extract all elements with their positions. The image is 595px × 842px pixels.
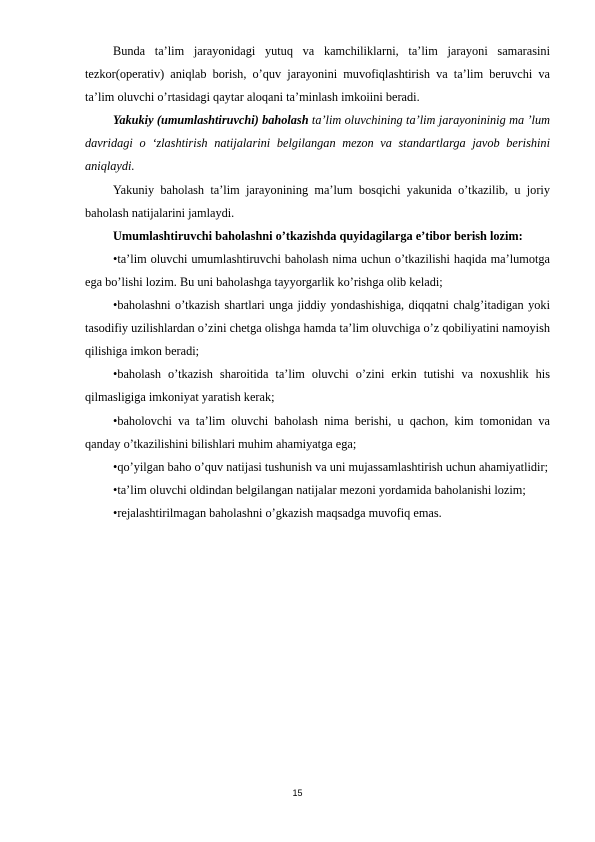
paragraph-heading-requirements: Umumlashtiruvchi baholashni o’tkazishda quyidagilarga e’tibor berish lozim:: [113, 228, 523, 243]
list-item-text: rejalashtirilmagan baholashni o’gkazish maqsadga muvofiq emas.: [117, 505, 442, 520]
bullet-icon: •: [113, 367, 118, 382]
bullet-icon: •: [113, 251, 118, 266]
document-body: [85, 40, 550, 525]
paragraph-definition: [85, 109, 550, 178]
list-item-text: baholash o’tkazish sharoitida ta’lim oluvchi o’zini erkin tutishi va noxushlik his qilmasligiga imkoniyat yaratish kerak;: [85, 367, 550, 405]
list-item-text: baholovchi va ta’lim oluvchi baholash nima berishi, u qachon, kim tomonidan va qanday o’tkazilishini bilishlari muhim ahamiyatga ega;: [85, 413, 550, 451]
list-item: [85, 248, 550, 294]
list-item-text: ta’lim oluvchi oldindan belgilangan natijalar mezoni yordamida baholanishi lozim;: [117, 482, 526, 497]
list-item-text: ta’lim oluvchi umumlashtiruvchi baholash nima uchun o’tkazilishi haqida ma’lumotga ega bo’lishi lozim. Bu uni baholashga tayyorgarlik ko’rishga olib keladi;: [85, 251, 550, 289]
bullet-icon: •: [113, 298, 118, 313]
bullet-icon: •: [113, 459, 118, 474]
paragraph-final-assessment: Yakuniy baholash ta’lim jarayonining ma’lum bosqichi yakunida o’tkazilib, u joriy baholash natijalarini jamlaydi.: [85, 182, 550, 220]
term-final-assessment: Yakukiy (umumlashtiruvchi) baholash: [113, 113, 309, 128]
list-item: [85, 363, 550, 409]
list-item: [85, 502, 550, 525]
list-item-text: qo’yilgan baho o’quv natijasi tushunish va uni mujassamlashtirish uchun ahamiyatlidir;: [117, 459, 548, 474]
list-item: [85, 456, 550, 479]
list-item: [85, 294, 550, 363]
page-number: 15: [292, 788, 303, 798]
paragraph-intro: Bunda ta’lim jarayonidagi yutuq va kamchiliklarni, ta’lim jarayoni samarasini tezkor(operativ) aniqlab borish, o’quv jarayonini muvofiqlashtirish va ta’lim beruvchi va ta’lim oluvchi o’rtasidagi qaytar aloqani ta’minlash imkoiini beradi.: [85, 44, 550, 105]
list-item: [85, 479, 550, 502]
bullet-icon: •: [113, 482, 118, 497]
list-item: [85, 410, 550, 456]
bullet-icon: •: [113, 505, 118, 520]
definition-text: ta’lim oluvchining ta’lim jarayonininig ma ’lum davridagi o ‘zlashtirish natijalarini belgilangan mezon va standartlarga javob berishini aniqlaydi.: [85, 113, 550, 174]
bullet-icon: •: [113, 413, 118, 428]
list-item-text: baholashni o’tkazish shartlari unga jiddiy yondashishiga, diqqatni chalg’itadigan yoki tasodifiy uzilishlardan o’zini chetga olishga hamda ta’lim oluvchiga o’z qobiliyatini namoyish qilishiga imkon beradi;: [85, 298, 550, 359]
